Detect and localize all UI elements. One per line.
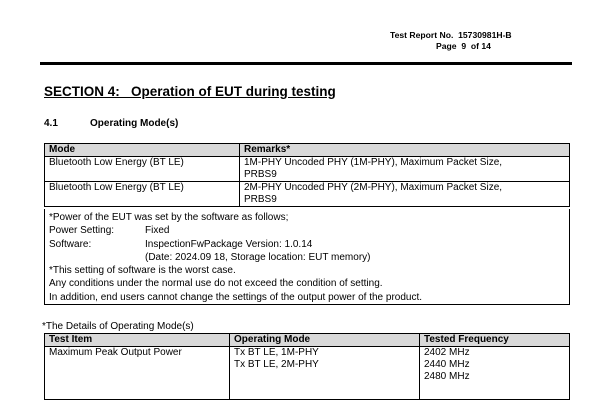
report-number: 15730981H-B: [458, 30, 512, 40]
software-line: [49, 238, 565, 251]
software-value: InspectionFwPackage Version: 1.0.14: [145, 238, 313, 250]
table-header-row: [45, 334, 570, 347]
power-setting-label: Power Setting:: [49, 225, 115, 237]
remarks-line: PRBS9: [244, 169, 277, 180]
frequency-line: 2480 MHz: [424, 371, 470, 382]
report-header: [390, 30, 512, 51]
table-row: [45, 157, 570, 182]
column-header-operating-mode: Operating Mode: [230, 334, 420, 347]
frequency-line: 2402 MHz: [424, 347, 470, 358]
operating-modes-table: [44, 143, 570, 207]
test-item-cell: Maximum Peak Output Power: [45, 347, 230, 400]
report-number-line: [390, 30, 512, 41]
software-date: (Date: 2024.09 18, Storage location: EUT memory): [145, 251, 371, 263]
power-intro: *Power of the EUT was set by the software as follows;: [49, 212, 289, 223]
column-header-mode: Mode: [45, 144, 240, 157]
operating-mode-line: Tx BT LE, 1M-PHY: [234, 347, 319, 358]
table-row: [45, 182, 570, 207]
frequency-line: 2440 MHz: [424, 359, 470, 370]
remarks-line: 1M-PHY Uncoded PHY (1M-PHY), Maximum Packet Size,: [244, 157, 503, 168]
frequency-cell: [420, 347, 570, 400]
operating-mode-line: Tx BT LE, 2M-PHY: [234, 359, 319, 370]
subsection-number: 4.1: [44, 118, 58, 129]
column-header-tested-frequency: Tested Frequency: [420, 334, 570, 347]
power-setting-line: [49, 224, 565, 237]
column-header-test-item: Test Item: [45, 334, 230, 347]
remarks-cell: [240, 157, 570, 182]
table-header-row: [45, 144, 570, 157]
report-number-label: Test Report No.: [390, 30, 454, 40]
header-divider: [40, 62, 572, 65]
mode-cell: Bluetooth Low Energy (BT LE): [45, 157, 240, 182]
page-number-line: [390, 41, 512, 52]
remarks-line: PRBS9: [244, 194, 277, 205]
page-label: Page: [436, 40, 457, 51]
remarks-line: 2M-PHY Uncoded PHY (2M-PHY), Maximum Packet Size,: [244, 182, 503, 193]
worst-case-note: *This setting of software is the worst case.: [49, 265, 236, 277]
power-setting-value: Fixed: [145, 225, 170, 237]
subsection-heading: [44, 118, 178, 129]
details-caption: *The Details of Operating Mode(s): [42, 321, 194, 332]
subsection-title: Operating Mode(s): [90, 118, 179, 129]
section-title: SECTION 4: Operation of EUT during testing: [44, 84, 336, 99]
page-total: of 14: [470, 40, 491, 51]
details-table: [44, 333, 570, 400]
table-row: [45, 347, 570, 400]
conditions-note: Any conditions under the normal use do not exceed the condition of setting.: [49, 278, 383, 290]
end-users-note: In addition, end users cannot change the settings of the output power of the product.: [49, 291, 423, 303]
remarks-cell: [240, 182, 570, 207]
column-header-remarks: Remarks*: [240, 144, 570, 157]
software-label: Software:: [49, 238, 92, 250]
power-notes-box: [44, 209, 570, 305]
page-number: 9: [461, 40, 467, 51]
mode-cell: Bluetooth Low Energy (BT LE): [45, 182, 240, 207]
operating-mode-cell: [230, 347, 420, 400]
